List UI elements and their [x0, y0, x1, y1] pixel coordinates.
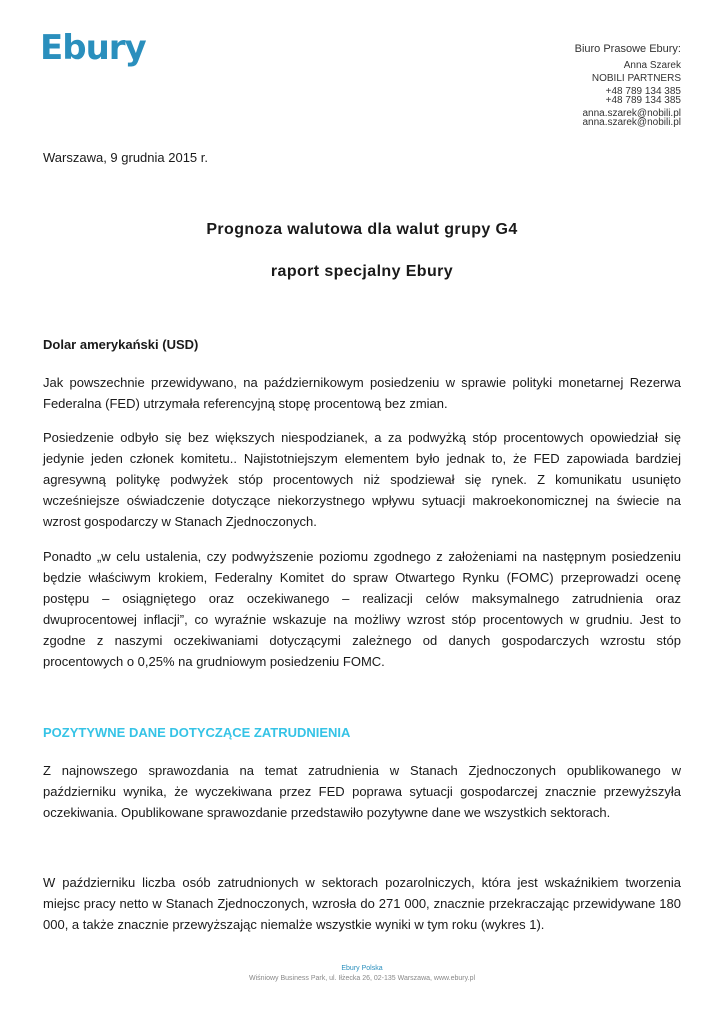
contact-phone-duplicate: +48 789 134 385: [605, 95, 681, 106]
contact-phone: +48 789 134 385: [605, 86, 681, 97]
document-subtitle: raport specjalny Ebury: [270, 263, 454, 280]
paragraph-1: Jak powszechnie przewidywano, na październikowym posiedzeniu w sprawie polityki monetarnej Rezerwa Federalna (FED) utrzymała referencyjną stopę procentową bez zmian.: [43, 375, 681, 411]
paragraph-5: W październiku liczba osób zatrudnionych w sektorach pozarolniczych, która jest wskaźnikiem tworzenia miejsc pracy netto w Stanach Zjednoczonych, wzrosła do 271 000, znacznie przekraczając przewidywane 180 000, a także znacznie przewyższając niemalże wszystkie wyniki w tym roku (wykres 1).: [43, 875, 681, 932]
contact-agency: NOBILI PARTNERS: [591, 73, 681, 84]
paragraph-2: Posiedzenie odbyło się bez większych niespodzianek, a za podwyżką stóp procentowych opowiedział się jedynie jeden członek komitetu.. Najistotniejszym elementem było jednak to, że FED zapowiada bardziej agresywną politykę podwyżek stóp procentowych niż spodziewał się rynek. Z komunikatu usunięto wcześniejsze oświadczenie dotyczące niekorzystnego wpływu sytuacji makroekonomicznej na świecie na wzrost gospodarczy w Stanach Zjednoczonych.: [43, 430, 681, 529]
press-contact: [575, 43, 681, 129]
press-office-label: Biuro Prasowe Ebury:: [574, 43, 681, 55]
subheading-employment: POZYTYWNE DANE DOTYCZĄCE ZATRUDNIENIA: [43, 725, 351, 740]
paragraph-4: Z najnowszego sprawozdania na temat zatrudnienia w Stanach Zjednoczonych opublikowanego w październiku wynika, że wyczekiwana przez FED poprawa sytuacji gospodarczej znacznie przewyższyła oczekiwania. Opublikowane sprawozdanie przedstawiło pozytywne dane we wszystkich sektorach.: [43, 763, 681, 820]
contact-email: anna.szarek@nobili.pl: [582, 108, 681, 119]
section-heading-usd: Dolar amerykański (USD): [43, 337, 199, 352]
document-date: Warszawa, 9 grudnia 2015 r.: [43, 150, 208, 165]
footer-address: Wiśniowy Business Park, ul. Iłżecka 26, 02-135 Warszawa, www.ebury.pl: [248, 975, 476, 982]
ebury-logo: Ebury: [40, 28, 146, 68]
page-footer: [0, 964, 724, 984]
paragraph-3: Ponadto „w celu ustalenia, czy podwyższenie poziomu zgodnego z założeniami na następnym posiedzeniu będzie właściwym krokiem, Federalny Komitet do spraw Otwartego Rynku (FOMC) przeprowadzi ocenę postępu – osiągniętego oraz oczekiwanego – realizacji celów maksymalnego zatrudnienia oraz dwuprocentowej inflacji”, co wyraźnie wskazuje na możliwy wzrost stóp procentowych w grudniu. Jest to zgodne z naszymi oczekiwaniami dotyczącymi zależnego od danych gospodarczych wzrostu stóp procentowych o 0,25% na grudniowym posiedzeniu FOMC.: [43, 549, 681, 669]
footer-company: Ebury Polska: [341, 965, 383, 972]
document-title: Prognoza walutowa dla walut grupy G4: [206, 221, 518, 238]
contact-name: Anna Szarek: [623, 60, 681, 71]
contact-email-duplicate: anna.szarek@nobili.pl: [582, 117, 681, 128]
